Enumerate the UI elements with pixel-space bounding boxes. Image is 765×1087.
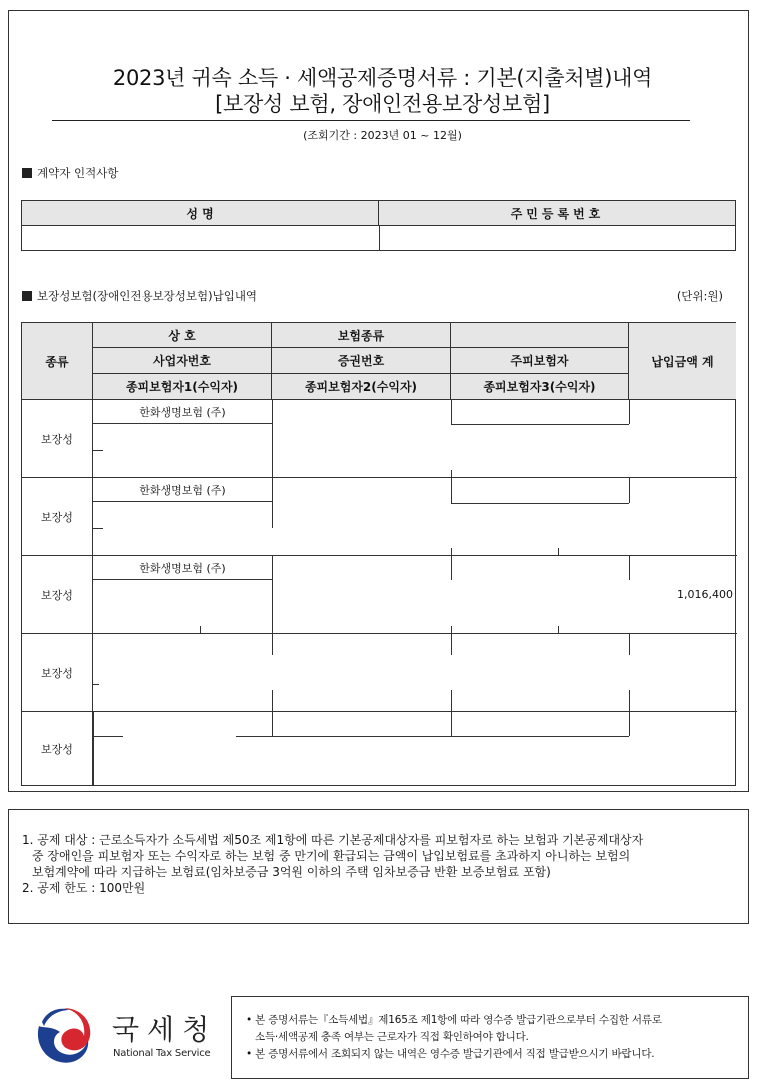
payment-section-heading [22, 288, 257, 304]
unit-label: (단위:원) [676, 289, 723, 303]
footer-line-1: • 본 증명서류는『소득세법』제165조 제1항에 따라 영수증 발급기관으로부터 수집한 서류로 [246, 1014, 662, 1026]
business-number-column-header: 사업자번호 [93, 348, 272, 374]
row-company: 한화생명보험 (주) [93, 556, 272, 580]
kind-column-header: 종류 [22, 323, 93, 400]
contractor-section-label: 계약자 인적사항 [37, 166, 119, 180]
row-kind: 보장성 [22, 478, 93, 555]
dependent-insured-3-column-header: 종피보험자3(수익자) [451, 374, 629, 400]
policy-number-column-header: 증권번호 [272, 348, 451, 374]
square-bullet-icon [22, 168, 32, 178]
name-column-header: 성 명 [22, 201, 379, 226]
contractor-section-heading [22, 165, 118, 181]
table-row [22, 556, 737, 634]
main-insured-column-header: 주피보험자 [451, 348, 629, 374]
document-title: 2023년 귀속 소득 · 세액공제증명서류 : 기본(지출처별)내역 [112, 66, 653, 90]
square-bullet-icon [22, 291, 32, 301]
row-kind: 보장성 [22, 556, 93, 633]
total-amount-column-header: 납입금액 계 [629, 323, 736, 400]
table-row [22, 712, 737, 786]
dependent-insured-1-column-header: 종피보험자1(수익자) [93, 374, 272, 400]
national-tax-service-logo-icon [32, 1004, 94, 1066]
row-amount: 1,016,400 [677, 588, 733, 601]
document-subtitle: [보장성 보험, 장애인전용보장성보험] [215, 92, 550, 116]
resident-number-column-header: 주민등록번호 [510, 207, 605, 221]
insurance-type-column-header: 보험종류 [272, 323, 451, 348]
footer-line-2: 소득·세액공제 충족 여부는 근로자가 직접 확인하여야 합니다. [255, 1031, 529, 1043]
deduction-notes [22, 832, 737, 896]
footer-notice [246, 1012, 744, 1063]
logo-english-text: National Tax Service [113, 1048, 211, 1059]
footer-line-3: • 본 증명서류에서 조회되지 않는 내역은 영수증 발급기관에서 직접 발급받으시기 바랍니다. [246, 1048, 655, 1060]
contractor-table [21, 200, 736, 251]
logo-korean-text: 국세청 [112, 1013, 218, 1046]
row-company: 한화생명보험 (주) [93, 478, 272, 502]
dependent-insured-2-column-header: 종피보험자2(수익자) [272, 374, 451, 400]
table-row [22, 634, 737, 712]
row-kind: 보장성 [22, 634, 93, 711]
blank-column-header [451, 323, 629, 348]
table-row [22, 400, 737, 478]
note-1-line-1: 1. 공제 대상 : 근로소득자가 소득세법 제50조 제1항에 따른 기본공제대상자를 피보험자로 하는 보험과 기본공제대상자 [22, 833, 644, 847]
payment-table [21, 322, 736, 786]
note-1-line-3: 보험계약에 따라 지급하는 보험료(임차보증금 3억원 이하의 주택 임차보증금 반환 보증보험료 포함) [32, 865, 551, 879]
title-divider [52, 120, 690, 121]
row-kind: 보장성 [22, 400, 93, 477]
row-company: 한화생명보험 (주) [93, 400, 272, 424]
query-period: (조회기간 : 2023년 01 ~ 12월) [303, 129, 462, 142]
company-column-header: 상 호 [93, 323, 272, 348]
note-1-line-2: 중 장애인을 피보험자 또는 수익자로 하는 보험 중 만기에 환급되는 금액이 납입보험료를 초과하지 아니하는 보험의 [32, 849, 631, 863]
contractor-table-divider [379, 226, 380, 251]
payment-section-label: 보장성보험(장애인전용보장성보험)납입내역 [37, 289, 258, 303]
note-2: 2. 공제 한도 : 100만원 [22, 881, 146, 895]
row-kind: 보장성 [22, 712, 93, 786]
table-row [22, 478, 737, 556]
